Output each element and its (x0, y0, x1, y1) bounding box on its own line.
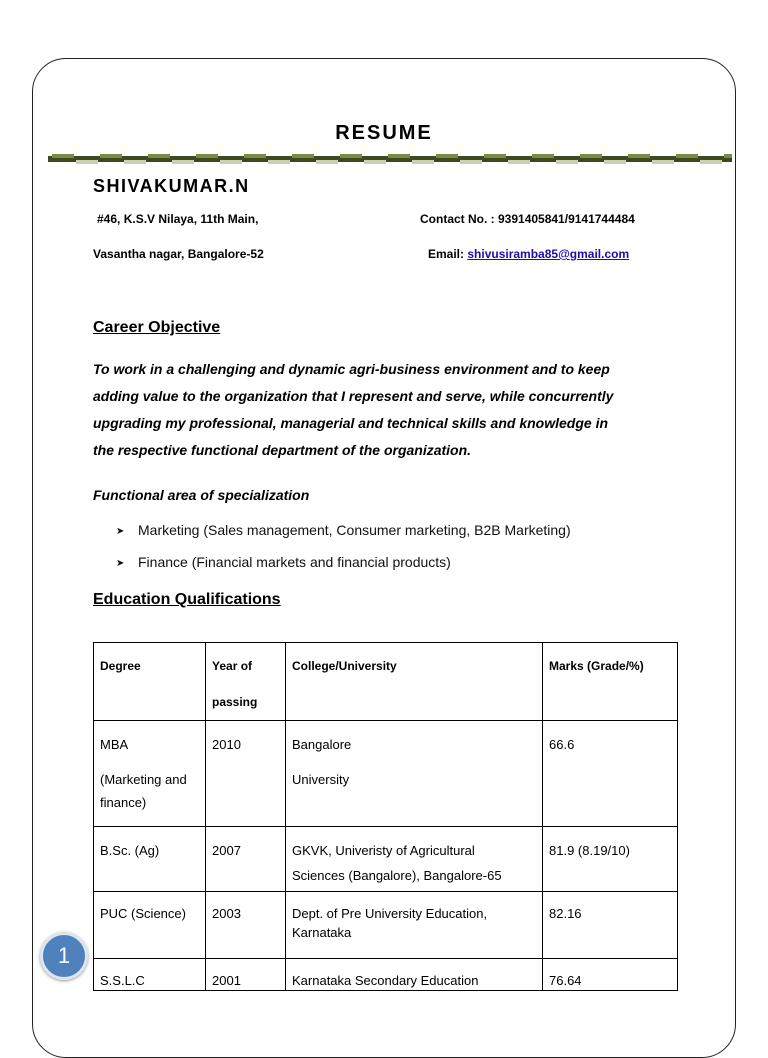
table-header-row (94, 643, 678, 721)
cell-degree: MBA (Marketing and finance) (94, 721, 206, 827)
email-row (428, 247, 629, 261)
career-objective-heading: Career Objective (93, 319, 221, 336)
table-row (94, 959, 678, 991)
arrow-bullet-icon: ➤ (116, 558, 125, 569)
address-line-2: Vasantha nagar, Bangalore-52 (93, 247, 264, 261)
objective-line: upgrading my professional, managerial and technical skills and knowledge in (93, 415, 609, 431)
decorative-rule (48, 152, 732, 166)
cell-year: 2003 (206, 892, 286, 959)
arrow-bullet-icon: ➤ (116, 526, 125, 537)
objective-line: adding value to the organization that I represent and serve, while concurrently (93, 388, 614, 404)
education-table (93, 642, 678, 991)
cell-year: 2001 (206, 959, 286, 991)
education-heading: Education Qualifications (93, 591, 281, 608)
cell-college: GKVK, Univeristy of Agricultural Sciences (Bangalore), Bangalore-65 (286, 827, 543, 892)
table-row (94, 721, 678, 827)
cell-year: 2007 (206, 827, 286, 892)
objective-line: To work in a challenging and dynamic agri-business environment and to keep (93, 361, 610, 377)
list-item: ➤ Finance (Financial markets and financial products) (116, 546, 571, 578)
table-row (94, 827, 678, 892)
address-line-1: #46, K.S.V Nilaya, 11th Main, (97, 212, 259, 226)
objective-line: the respective functional department of the organization. (93, 442, 472, 458)
header-degree: Degree (94, 643, 206, 721)
cell-degree: PUC (Science) (94, 892, 206, 959)
list-item: ➤ Marketing (Sales management, Consumer marketing, B2B Marketing) (116, 514, 571, 546)
career-objective-text (93, 356, 683, 464)
cell-college: Bangalore University (286, 721, 543, 827)
header-marks: Marks (Grade/%) (543, 643, 678, 721)
cell-marks: 76.64 (543, 959, 678, 991)
document-title: RESUME (335, 122, 433, 144)
page-number-badge[interactable]: 1 (40, 932, 88, 980)
applicant-name: SHIVAKUMAR.N (93, 176, 250, 196)
table-row (94, 892, 678, 959)
cell-degree: B.Sc. (Ag) (94, 827, 206, 892)
email-label: Email: (428, 247, 465, 261)
cell-college: Karnataka Secondary Education (286, 959, 543, 991)
cell-marks: 82.16 (543, 892, 678, 959)
cell-marks: 66.6 (543, 721, 678, 827)
header-year: Year of passing (206, 643, 286, 721)
specialization-heading: Functional area of specialization (93, 487, 310, 503)
specialization-list (116, 514, 571, 578)
email-link[interactable]: shivusiramba85@gmail.com (467, 247, 630, 261)
cell-year: 2010 (206, 721, 286, 827)
cell-marks: 81.9 (8.19/10) (543, 827, 678, 892)
header-college: College/University (286, 643, 543, 721)
cell-degree: S.S.L.C (94, 959, 206, 991)
cell-college: Dept. of Pre University Education, Karnataka (286, 892, 543, 959)
contact-number: Contact No. : 9391405841/9141744484 (420, 212, 635, 226)
